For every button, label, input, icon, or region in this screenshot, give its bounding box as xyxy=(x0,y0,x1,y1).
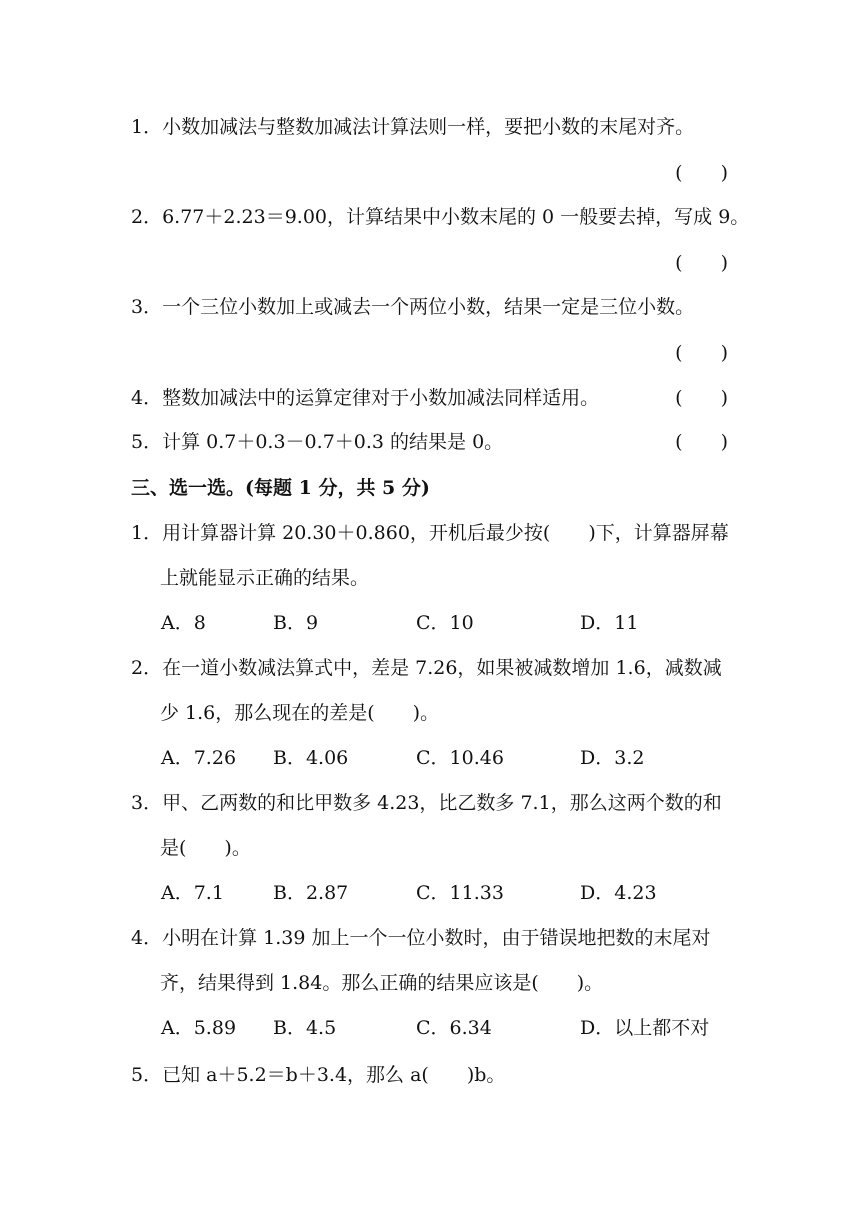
choice-item-2-option-a[interactable]: A．7.26 xyxy=(161,747,237,769)
choice-item-1-option-c[interactable]: C．10 xyxy=(416,612,474,634)
judge-item-2-answer-bracket[interactable]: ( ) xyxy=(675,252,728,274)
choice-item-3-option-a[interactable]: A．7.1 xyxy=(161,882,224,904)
judge-item-3: 3．一个三位小数加上或减去一个两位小数，结果一定是三位小数。 xyxy=(131,296,695,318)
judge-item-5: 5．计算 0.7＋0.3－0.7＋0.3 的结果是 0。 xyxy=(131,431,504,453)
choice-item-3-option-b[interactable]: B．2.87 xyxy=(273,882,349,904)
choice-item-1-line2: 上就能显示正确的结果。 xyxy=(160,567,370,589)
choice-item-1-option-d[interactable]: D．11 xyxy=(580,612,639,634)
choice-item-2-line1: 2．在一道小数减法算式中，差是 7.26，如果被减数增加 1.6，减数减 xyxy=(131,657,722,679)
choice-item-3-option-c[interactable]: C．11.33 xyxy=(416,882,504,904)
judge-item-2: 2．6.77＋2.23＝9.00，计算结果中小数末尾的 0 一般要去掉，写成 9。 xyxy=(131,206,750,228)
choice-item-1-option-a[interactable]: A．8 xyxy=(161,612,206,634)
judge-item-4-answer-bracket[interactable]: ( ) xyxy=(675,387,728,409)
choice-item-5-line1: 5．已知 a＋5.2＝b＋3.4，那么 a( )b。 xyxy=(131,1064,506,1086)
judge-item-4: 4．整数加减法中的运算定律对于小数加减法同样适用。 xyxy=(131,387,600,409)
choice-item-4-option-d[interactable]: D．以上都不对 xyxy=(580,1017,710,1039)
judge-item-5-answer-bracket[interactable]: ( ) xyxy=(675,431,728,453)
choice-item-3-line1: 3．甲、乙两数的和比甲数多 4.23，比乙数多 7.1，那么这两个数的和 xyxy=(131,792,722,814)
section-3-heading: 三、选一选。(每题 1 分，共 5 分) xyxy=(131,477,430,499)
choice-item-2-line2: 少 1.6，那么现在的差是( )。 xyxy=(160,702,440,724)
choice-item-4-option-c[interactable]: C．6.34 xyxy=(416,1017,492,1039)
judge-item-1: 1．小数加减法与整数加减法计算法则一样，要把小数的末尾对齐。 xyxy=(131,116,695,138)
judge-item-1-answer-bracket[interactable]: ( ) xyxy=(675,162,728,184)
choice-item-2-option-c[interactable]: C．10.46 xyxy=(416,747,504,769)
choice-item-3-option-d[interactable]: D．4.23 xyxy=(580,882,657,904)
judge-item-3-answer-bracket[interactable]: ( ) xyxy=(675,342,728,364)
choice-item-4-option-b[interactable]: B．4.5 xyxy=(273,1017,337,1039)
choice-item-4-option-a[interactable]: A．5.89 xyxy=(161,1017,237,1039)
choice-item-4-line1: 4．小明在计算 1.39 加上一个一位小数时，由于错误地把数的末尾对 xyxy=(131,927,711,949)
choice-item-2-option-b[interactable]: B．4.06 xyxy=(273,747,349,769)
choice-item-3-line2: 是( )。 xyxy=(160,837,251,859)
choice-item-4-line2: 齐，结果得到 1.84。那么正确的结果应该是( )。 xyxy=(160,972,604,994)
choice-item-1-option-b[interactable]: B．9 xyxy=(273,612,319,634)
choice-item-2-option-d[interactable]: D．3.2 xyxy=(580,747,645,769)
choice-item-1-line1: 1．用计算器计算 20.30＋0.860，开机后最少按( )下，计算器屏幕 xyxy=(131,522,729,544)
